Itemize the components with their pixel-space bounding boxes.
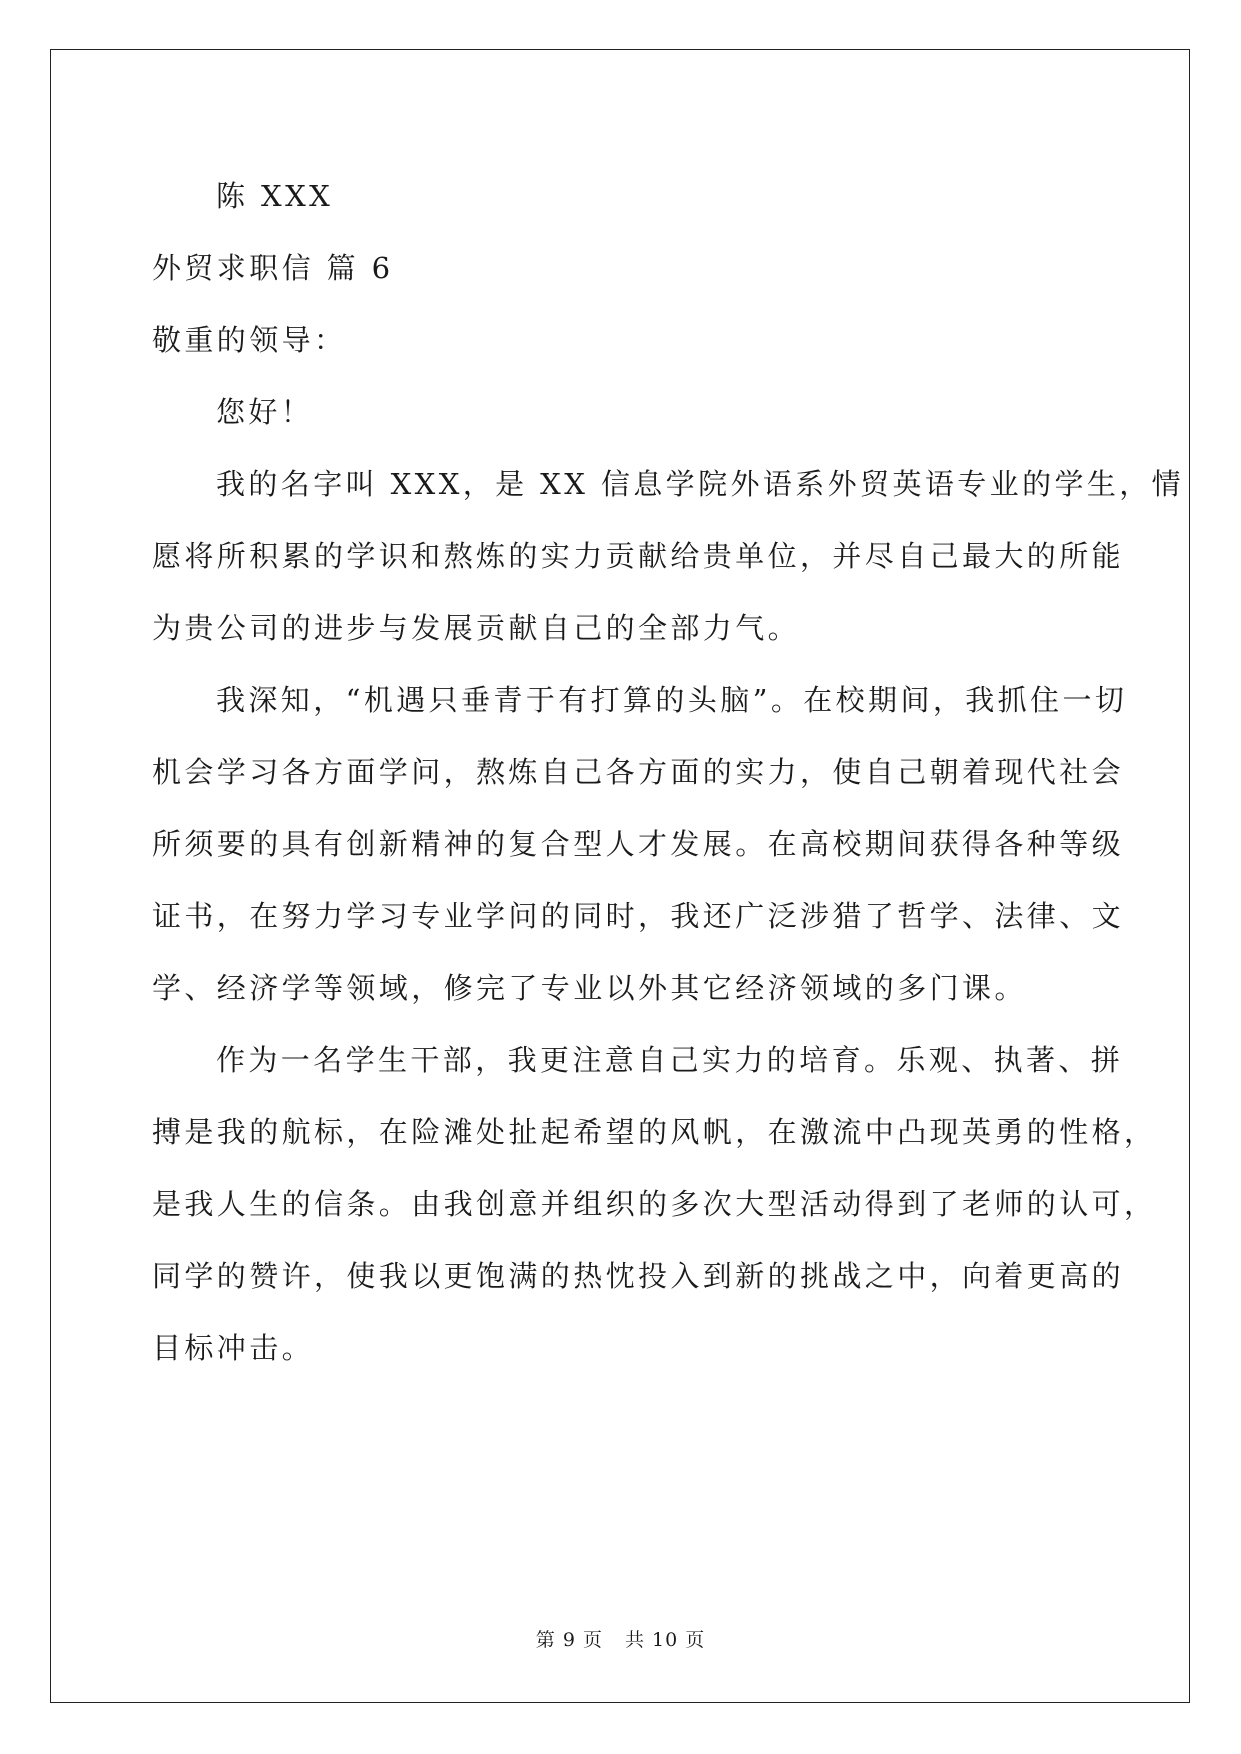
paragraph-line: 所须要的具有创新精神的复合型人才发展。在高校期间获得各种等级 <box>152 827 1125 861</box>
document-body <box>152 160 1185 1384</box>
paragraph-line: 学、经济学等领域，修完了专业以外其它经济领域的多门课。 <box>152 971 1027 1005</box>
paragraph-line: 搏是我的航标，在险滩处扯起希望的风帆，在激流中凸现英勇的性格， <box>152 1115 1157 1149</box>
page-footer <box>0 1625 1241 1652</box>
paragraph-line: 我的名字叫 XXX，是 XX 信息学院外语系外贸英语专业的学生，情 <box>216 467 1185 501</box>
greeting: 您好！ <box>216 395 314 429</box>
section-heading: 外贸求职信 篇 6 <box>152 251 394 285</box>
paragraph-1 <box>152 448 1185 664</box>
page-total: 共 10 页 <box>624 1629 706 1651</box>
paragraph-line: 同学的赞许，使我以更饱满的热忱投入到新的挑战之中，向着更高的 <box>152 1259 1125 1293</box>
paragraph-line: 作为一名学生干部，我更注意自己实力的培育。乐观、执著、拼 <box>216 1043 1124 1077</box>
salutation: 敬重的领导： <box>152 323 347 357</box>
paragraph-3 <box>152 1024 1157 1384</box>
paragraph-line: 证书，在努力学习专业学问的同时，我还广泛涉猎了哲学、法律、文 <box>152 899 1125 933</box>
paragraph-2 <box>152 664 1128 1024</box>
paragraph-line: 机会学习各方面学问，熬炼自己各方面的实力，使自己朝着现代社会 <box>152 755 1125 789</box>
signature: 陈 XXX <box>216 179 334 213</box>
paragraph-line: 愿将所积累的学识和熬炼的实力贡献给贵单位，并尽自己最大的所能 <box>152 539 1125 573</box>
paragraph-line: 是我人生的信条。由我创意并组织的多次大型活动得到了老师的认可， <box>152 1187 1157 1221</box>
paragraph-line: 为贵公司的进步与发展贡献自己的全部力气。 <box>152 611 801 645</box>
paragraph-line: 我深知，“机遇只垂青于有打算的头脑”。在校期间，我抓住一切 <box>216 683 1128 717</box>
paragraph-line: 目标冲击。 <box>152 1331 315 1365</box>
page-number: 第 9 页 <box>535 1629 603 1651</box>
